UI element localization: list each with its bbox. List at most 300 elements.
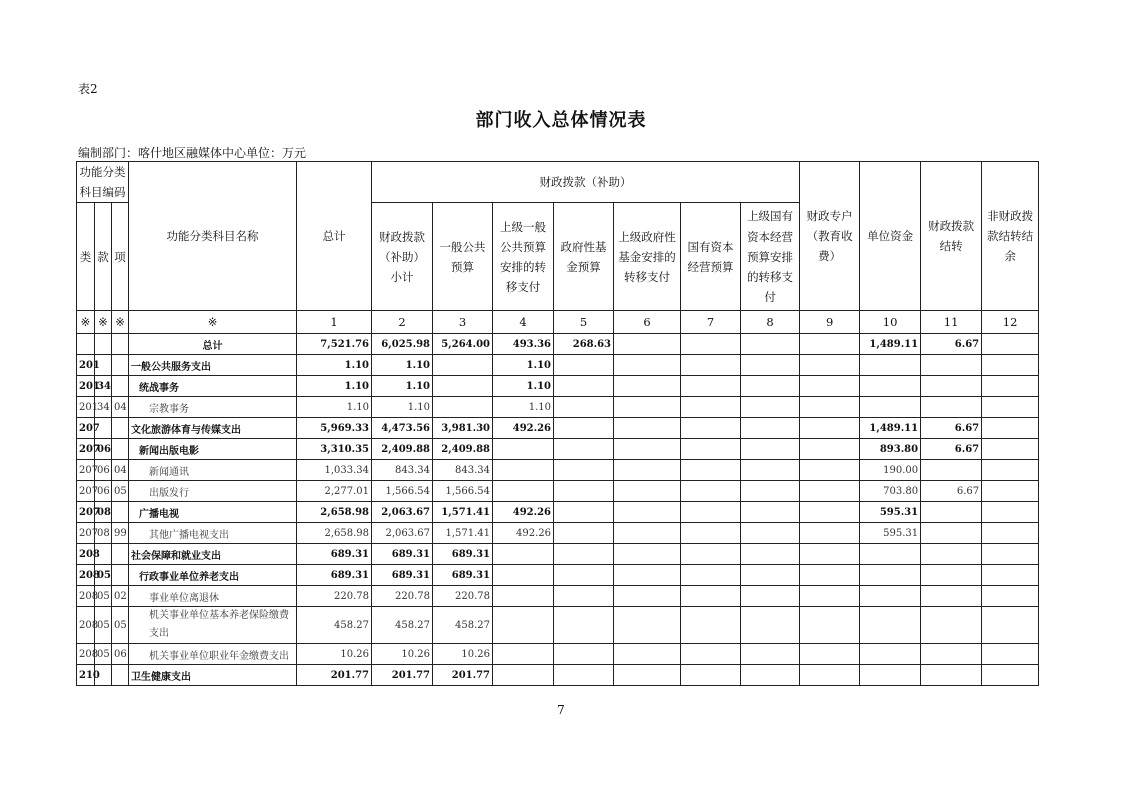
row-value-col-1: 7,521.76 <box>297 334 372 355</box>
row-value-col-12 <box>982 523 1039 544</box>
row-code-xiang: 06 <box>112 644 129 665</box>
table-row <box>77 418 1039 439</box>
row-value-col-11 <box>921 586 982 607</box>
table-row <box>77 665 1039 686</box>
row-value-col-7 <box>681 439 741 460</box>
header-upper-general-transfer: 上级一般公共预算安排的转移支付 <box>493 203 554 311</box>
row-value-col-12 <box>982 665 1039 686</box>
row-value-col-7 <box>681 397 741 418</box>
header-nonfiscal-carryover: 非财政拨款结转结余 <box>982 162 1039 311</box>
row-value-col-4 <box>493 460 554 481</box>
row-value-col-8 <box>741 439 800 460</box>
row-value-col-7 <box>681 644 741 665</box>
row-value-col-6 <box>614 397 681 418</box>
row-value-col-3: 689.31 <box>433 544 493 565</box>
row-code-kuan: 05 <box>95 586 112 607</box>
row-code-xiang <box>112 376 129 397</box>
row-code-kuan: 34 <box>95 376 112 397</box>
table-row <box>77 439 1039 460</box>
row-value-col-2: 689.31 <box>372 544 433 565</box>
row-value-col-4 <box>493 644 554 665</box>
row-value-col-5 <box>554 523 614 544</box>
row-value-col-11: 6.67 <box>921 418 982 439</box>
row-value-col-10 <box>860 397 921 418</box>
row-code-kuan: 06 <box>95 439 112 460</box>
row-value-col-5 <box>554 418 614 439</box>
row-value-col-5 <box>554 439 614 460</box>
row-value-col-2: 689.31 <box>372 565 433 586</box>
row-value-col-2: 2,063.67 <box>372 502 433 523</box>
row-value-col-11 <box>921 644 982 665</box>
row-code-lei: 208 <box>77 565 95 586</box>
row-name: 总计 <box>129 334 297 355</box>
table-row <box>77 355 1039 376</box>
row-name: 社会保障和就业支出 <box>129 544 297 565</box>
row-value-col-6 <box>614 481 681 502</box>
row-value-col-5 <box>554 460 614 481</box>
row-name: 广播电视 <box>129 502 297 523</box>
row-name: 其他广播电视支出 <box>129 523 297 544</box>
row-value-col-3: 458.27 <box>433 607 493 644</box>
header-general-budget: 一般公共预算 <box>433 203 493 311</box>
row-code-lei: 210 <box>77 665 95 686</box>
row-value-col-6 <box>614 439 681 460</box>
row-value-col-6 <box>614 355 681 376</box>
table-row <box>77 607 1039 644</box>
row-value-col-8 <box>741 523 800 544</box>
row-value-col-9 <box>800 607 860 644</box>
row-value-col-1: 2,277.01 <box>297 481 372 502</box>
header-xiang: 项 <box>112 203 129 311</box>
row-value-col-12 <box>982 502 1039 523</box>
row-value-col-2: 220.78 <box>372 586 433 607</box>
row-code-lei: 201 <box>77 355 95 376</box>
row-value-col-3: 1,571.41 <box>433 502 493 523</box>
row-value-col-6 <box>614 418 681 439</box>
row-value-col-1: 2,658.98 <box>297 523 372 544</box>
row-value-col-5 <box>554 355 614 376</box>
row-value-col-9 <box>800 544 860 565</box>
row-code-kuan: 05 <box>95 607 112 644</box>
income-summary-table <box>76 161 1039 686</box>
row-code-kuan: 34 <box>95 397 112 418</box>
row-value-col-9 <box>800 481 860 502</box>
row-value-col-3: 843.34 <box>433 460 493 481</box>
row-value-col-9 <box>800 460 860 481</box>
row-code-kuan: 05 <box>95 565 112 586</box>
col-number-12: 12 <box>982 311 1039 334</box>
row-value-col-5 <box>554 397 614 418</box>
row-value-col-3: 10.26 <box>433 644 493 665</box>
row-value-col-5 <box>554 544 614 565</box>
header-gov-fund: 政府性基金预算 <box>554 203 614 311</box>
table-number: 表2 <box>78 82 98 96</box>
row-value-col-1: 689.31 <box>297 565 372 586</box>
row-value-col-8 <box>741 502 800 523</box>
row-code-lei: 207 <box>77 418 95 439</box>
row-code-xiang: 04 <box>112 397 129 418</box>
row-value-col-8 <box>741 586 800 607</box>
row-value-col-2: 1.10 <box>372 355 433 376</box>
row-value-col-8 <box>741 544 800 565</box>
row-code-xiang: 04 <box>112 460 129 481</box>
row-value-col-3: 1,566.54 <box>433 481 493 502</box>
row-value-col-12 <box>982 376 1039 397</box>
row-value-col-3: 689.31 <box>433 565 493 586</box>
row-value-col-8 <box>741 397 800 418</box>
row-value-col-3 <box>433 397 493 418</box>
row-value-col-7 <box>681 565 741 586</box>
row-value-col-8 <box>741 607 800 644</box>
row-value-col-2: 1.10 <box>372 376 433 397</box>
row-value-col-9 <box>800 439 860 460</box>
row-value-col-10 <box>860 544 921 565</box>
row-value-col-2: 6,025.98 <box>372 334 433 355</box>
row-value-col-12 <box>982 397 1039 418</box>
row-value-col-1: 689.31 <box>297 544 372 565</box>
row-value-col-9 <box>800 334 860 355</box>
row-value-col-3 <box>433 355 493 376</box>
col-number-11: 11 <box>921 311 982 334</box>
col-number-3: 3 <box>433 311 493 334</box>
header-state-capital: 国有资本经营预算 <box>681 203 741 311</box>
row-value-col-6 <box>614 644 681 665</box>
row-value-col-2: 1.10 <box>372 397 433 418</box>
row-value-col-3: 1,571.41 <box>433 523 493 544</box>
row-value-col-11 <box>921 565 982 586</box>
col-number-9: 9 <box>800 311 860 334</box>
row-value-col-6 <box>614 502 681 523</box>
row-value-col-7 <box>681 544 741 565</box>
row-value-col-10: 703.80 <box>860 481 921 502</box>
header-upper-state-capital-transfer: 上级国有资本经营预算安排的转移支付 <box>741 203 800 311</box>
row-value-col-9 <box>800 376 860 397</box>
header-kuan: 款 <box>95 203 112 311</box>
row-value-col-1: 458.27 <box>297 607 372 644</box>
row-value-col-4: 1.10 <box>493 376 554 397</box>
row-value-col-5 <box>554 644 614 665</box>
row-value-col-10: 595.31 <box>860 523 921 544</box>
row-value-col-5 <box>554 665 614 686</box>
row-value-col-6 <box>614 523 681 544</box>
row-value-col-8 <box>741 334 800 355</box>
header-code-group: 功能分类科目编码 <box>77 162 129 203</box>
row-value-col-11 <box>921 502 982 523</box>
row-code-xiang: 05 <box>112 481 129 502</box>
row-value-col-11 <box>921 355 982 376</box>
row-value-col-12 <box>982 460 1039 481</box>
row-value-col-1: 2,658.98 <box>297 502 372 523</box>
row-name: 宗教事务 <box>129 397 297 418</box>
row-value-col-4 <box>493 481 554 502</box>
row-code-xiang: 02 <box>112 586 129 607</box>
row-name: 新闻通讯 <box>129 460 297 481</box>
table-row <box>77 460 1039 481</box>
row-code-lei: 208 <box>77 586 95 607</box>
table-row <box>77 523 1039 544</box>
row-value-col-5 <box>554 607 614 644</box>
table-row <box>77 481 1039 502</box>
row-value-col-7 <box>681 460 741 481</box>
row-value-col-11 <box>921 544 982 565</box>
mark-name: ※ <box>129 311 297 334</box>
row-value-col-6 <box>614 544 681 565</box>
col-number-2: 2 <box>372 311 433 334</box>
row-value-col-4: 492.26 <box>493 502 554 523</box>
row-value-col-1: 1.10 <box>297 397 372 418</box>
row-value-col-3: 2,409.88 <box>433 439 493 460</box>
row-code-lei: 207 <box>77 481 95 502</box>
row-value-col-11 <box>921 397 982 418</box>
row-value-col-1: 220.78 <box>297 586 372 607</box>
col-number-8: 8 <box>741 311 800 334</box>
header-lei: 类 <box>77 203 95 311</box>
row-value-col-2: 458.27 <box>372 607 433 644</box>
row-name: 卫生健康支出 <box>129 665 297 686</box>
header-fiscal-carryover: 财政拨款结转 <box>921 162 982 311</box>
row-value-col-1: 10.26 <box>297 644 372 665</box>
row-value-col-5 <box>554 376 614 397</box>
row-code-lei <box>77 334 95 355</box>
mark-kuan: ※ <box>95 311 112 334</box>
row-value-col-11 <box>921 607 982 644</box>
row-value-col-12 <box>982 544 1039 565</box>
row-value-col-6 <box>614 665 681 686</box>
row-value-col-10: 190.00 <box>860 460 921 481</box>
row-name: 一般公共服务支出 <box>129 355 297 376</box>
row-code-kuan: 06 <box>95 481 112 502</box>
row-code-kuan: 05 <box>95 644 112 665</box>
row-value-col-7 <box>681 376 741 397</box>
row-value-col-9 <box>800 644 860 665</box>
row-value-col-6 <box>614 607 681 644</box>
row-name: 行政事业单位养老支出 <box>129 565 297 586</box>
row-value-col-8 <box>741 355 800 376</box>
row-value-col-10 <box>860 355 921 376</box>
row-code-lei: 208 <box>77 544 95 565</box>
row-value-col-4 <box>493 607 554 644</box>
row-value-col-10: 1,489.11 <box>860 418 921 439</box>
row-value-col-10 <box>860 665 921 686</box>
row-value-col-8 <box>741 644 800 665</box>
page-number: 7 <box>557 703 565 717</box>
row-value-col-5: 268.63 <box>554 334 614 355</box>
row-value-col-10 <box>860 644 921 665</box>
row-value-col-10: 893.80 <box>860 439 921 460</box>
row-name: 机关事业单位职业年金缴费支出 <box>129 644 297 665</box>
row-code-kuan: 08 <box>95 523 112 544</box>
row-value-col-3: 220.78 <box>433 586 493 607</box>
table-row <box>77 334 1039 355</box>
page-title: 部门收入总体情况表 <box>475 110 647 131</box>
row-value-col-6 <box>614 334 681 355</box>
header-name: 功能分类科目名称 <box>129 162 297 311</box>
row-value-col-4: 492.26 <box>493 418 554 439</box>
header-fiscal-subtotal: 财政拨款（补助）小计 <box>372 203 433 311</box>
row-value-col-12 <box>982 565 1039 586</box>
row-value-col-9 <box>800 355 860 376</box>
table-row <box>77 644 1039 665</box>
row-code-xiang <box>112 502 129 523</box>
table-row <box>77 565 1039 586</box>
row-value-col-7 <box>681 334 741 355</box>
header-total: 总计 <box>297 162 372 311</box>
row-value-col-10 <box>860 607 921 644</box>
row-code-kuan: 08 <box>95 502 112 523</box>
row-value-col-9 <box>800 523 860 544</box>
row-value-col-7 <box>681 502 741 523</box>
table-body <box>77 334 1039 686</box>
header-fiscal-group: 财政拨款（补助） <box>372 162 800 203</box>
row-value-col-4 <box>493 665 554 686</box>
row-value-col-4 <box>493 565 554 586</box>
row-code-lei: 201 <box>77 397 95 418</box>
row-code-lei: 207 <box>77 502 95 523</box>
row-value-col-7 <box>681 523 741 544</box>
row-name: 机关事业单位基本养老保险缴费支出 <box>129 607 297 644</box>
row-value-col-8 <box>741 665 800 686</box>
row-value-col-1: 1.10 <box>297 376 372 397</box>
row-value-col-12 <box>982 439 1039 460</box>
row-value-col-2: 4,473.56 <box>372 418 433 439</box>
row-value-col-8 <box>741 376 800 397</box>
row-value-col-12 <box>982 644 1039 665</box>
row-value-col-6 <box>614 460 681 481</box>
row-value-col-4: 1.10 <box>493 355 554 376</box>
row-value-col-5 <box>554 502 614 523</box>
row-value-col-4: 1.10 <box>493 397 554 418</box>
row-value-col-1: 3,310.35 <box>297 439 372 460</box>
table-row <box>77 397 1039 418</box>
row-code-xiang <box>112 334 129 355</box>
row-name: 文化旅游体育与传媒支出 <box>129 418 297 439</box>
row-code-lei: 207 <box>77 523 95 544</box>
row-value-col-4: 492.26 <box>493 523 554 544</box>
row-value-col-5 <box>554 565 614 586</box>
row-value-col-8 <box>741 460 800 481</box>
row-value-col-11: 6.67 <box>921 334 982 355</box>
col-number-1: 1 <box>297 311 372 334</box>
row-value-col-9 <box>800 565 860 586</box>
mark-lei: ※ <box>77 311 95 334</box>
row-value-col-1: 1,033.34 <box>297 460 372 481</box>
row-code-xiang <box>112 418 129 439</box>
row-value-col-10: 1,489.11 <box>860 334 921 355</box>
row-name: 事业单位离退休 <box>129 586 297 607</box>
row-value-col-2: 2,409.88 <box>372 439 433 460</box>
row-value-col-1: 5,969.33 <box>297 418 372 439</box>
row-code-lei: 207 <box>77 439 95 460</box>
row-value-col-10 <box>860 586 921 607</box>
col-number-5: 5 <box>554 311 614 334</box>
row-name: 新闻出版电影 <box>129 439 297 460</box>
row-code-xiang <box>112 565 129 586</box>
row-code-xiang: 99 <box>112 523 129 544</box>
row-value-col-7 <box>681 481 741 502</box>
row-value-col-11 <box>921 523 982 544</box>
row-value-col-9 <box>800 418 860 439</box>
table-row <box>77 544 1039 565</box>
row-value-col-1: 1.10 <box>297 355 372 376</box>
row-value-col-9 <box>800 665 860 686</box>
row-value-col-2: 201.77 <box>372 665 433 686</box>
row-code-lei: 208 <box>77 607 95 644</box>
row-value-col-12 <box>982 418 1039 439</box>
row-value-col-10 <box>860 565 921 586</box>
table-row <box>77 586 1039 607</box>
row-value-col-1: 201.77 <box>297 665 372 686</box>
row-value-col-7 <box>681 418 741 439</box>
row-value-col-2: 10.26 <box>372 644 433 665</box>
row-value-col-7 <box>681 586 741 607</box>
row-value-col-9 <box>800 397 860 418</box>
col-number-6: 6 <box>614 311 681 334</box>
row-value-col-4 <box>493 586 554 607</box>
table-row <box>77 502 1039 523</box>
table-row <box>77 376 1039 397</box>
row-value-col-3: 5,264.00 <box>433 334 493 355</box>
row-value-col-11 <box>921 460 982 481</box>
row-value-col-4 <box>493 544 554 565</box>
row-code-lei: 208 <box>77 644 95 665</box>
col-number-7: 7 <box>681 311 741 334</box>
row-value-col-11 <box>921 376 982 397</box>
row-value-col-8 <box>741 481 800 502</box>
row-value-col-9 <box>800 586 860 607</box>
row-value-col-12 <box>982 586 1039 607</box>
row-value-col-4: 493.36 <box>493 334 554 355</box>
row-value-col-12 <box>982 355 1039 376</box>
col-number-10: 10 <box>860 311 921 334</box>
row-code-kuan <box>95 334 112 355</box>
row-value-col-4 <box>493 439 554 460</box>
row-value-col-9 <box>800 502 860 523</box>
row-value-col-8 <box>741 565 800 586</box>
row-code-xiang <box>112 544 129 565</box>
row-code-lei: 207 <box>77 460 95 481</box>
row-value-col-7 <box>681 665 741 686</box>
row-code-xiang <box>112 665 129 686</box>
header-column-numbers <box>77 311 1039 334</box>
row-value-col-11 <box>921 665 982 686</box>
mark-xiang: ※ <box>112 311 129 334</box>
row-code-lei: 201 <box>77 376 95 397</box>
row-value-col-11: 6.67 <box>921 481 982 502</box>
row-value-col-3: 201.77 <box>433 665 493 686</box>
row-name: 出版发行 <box>129 481 297 502</box>
row-name: 统战事务 <box>129 376 297 397</box>
row-value-col-10: 595.31 <box>860 502 921 523</box>
row-code-xiang <box>112 355 129 376</box>
row-value-col-6 <box>614 586 681 607</box>
row-value-col-7 <box>681 607 741 644</box>
row-value-col-8 <box>741 418 800 439</box>
row-value-col-3 <box>433 376 493 397</box>
row-value-col-2: 2,063.67 <box>372 523 433 544</box>
row-value-col-3: 3,981.30 <box>433 418 493 439</box>
row-value-col-11: 6.67 <box>921 439 982 460</box>
row-code-xiang <box>112 439 129 460</box>
row-value-col-12 <box>982 481 1039 502</box>
row-value-col-5 <box>554 586 614 607</box>
row-code-xiang: 05 <box>112 607 129 644</box>
header-upper-gov-fund-transfer: 上级政府性基金安排的转移支付 <box>614 203 681 311</box>
col-number-4: 4 <box>493 311 554 334</box>
row-value-col-6 <box>614 565 681 586</box>
row-value-col-12 <box>982 334 1039 355</box>
header-special-edu: 财政专户（教育收费） <box>800 162 860 311</box>
compiling-unit-line: 编制部门：喀什地区融媒体中心单位：万元 <box>78 146 307 160</box>
